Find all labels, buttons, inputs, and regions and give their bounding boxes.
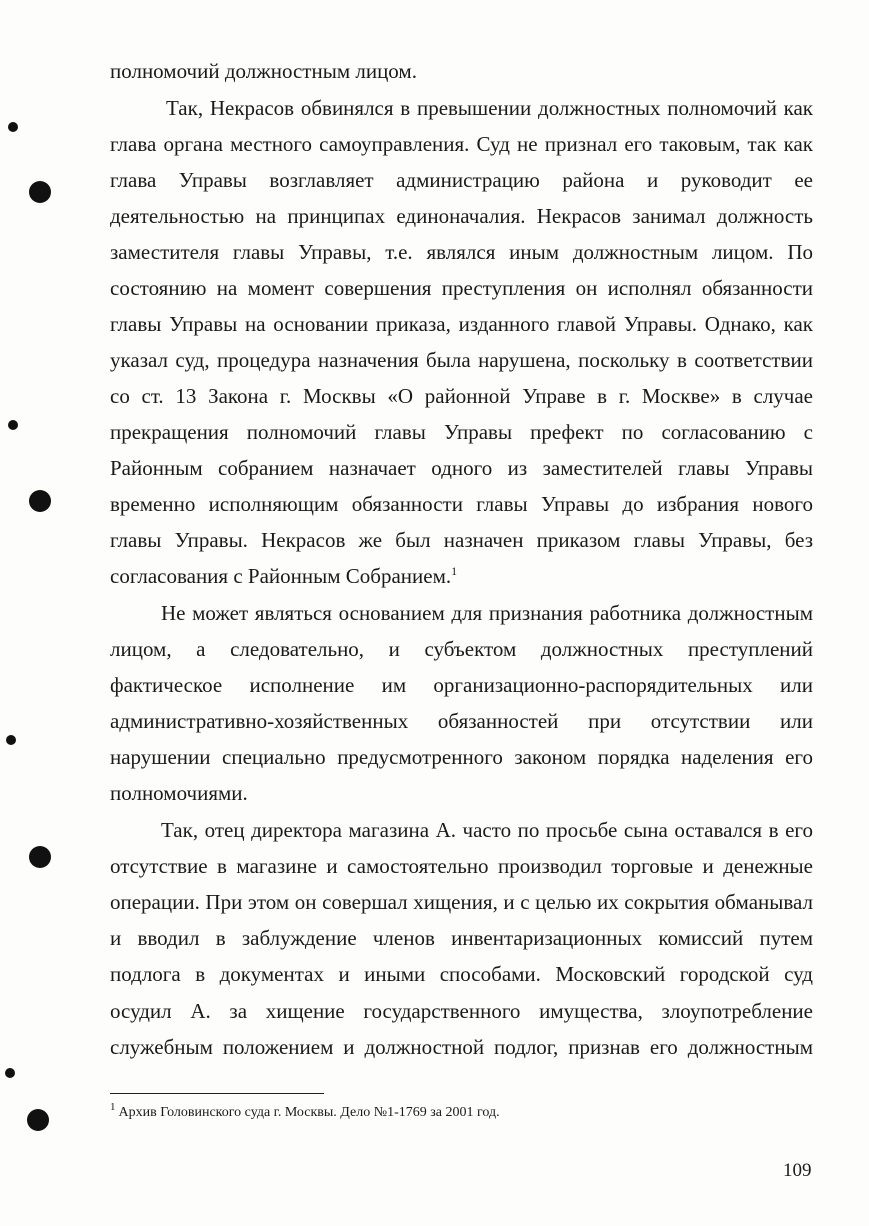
paragraph-first-line: Так, отец директора магазина А. часто по просьбе сына оставался в его xyxy=(161,818,813,842)
punch-hole xyxy=(29,181,51,203)
text-line: Районным собранием назначает одного из заместителей главы Управы xyxy=(110,456,813,480)
text-line: и вводил в заблуждение членов инвентаризационных комиссий путем xyxy=(110,926,813,950)
footnote-mark: 1 xyxy=(110,1101,116,1114)
footnote-text: Архив Головинского суда г. Москвы. Дело №1-1769 за 2001 год. xyxy=(118,1105,500,1120)
text-line: главы Управы. Некрасов же был назначен приказом главы Управы, без xyxy=(110,528,813,552)
text-line: лицом, а следовательно, и субъектом должностных преступлений xyxy=(110,637,813,661)
text-line xyxy=(110,562,813,590)
footnote-divider xyxy=(110,1093,324,1094)
text-line: главы Управы на основании приказа, изданного главой Управы. Однако, как xyxy=(110,312,813,336)
punch-hole xyxy=(8,122,18,132)
punch-hole xyxy=(5,1068,15,1078)
text-line: операции. При этом он совершал хищения, и с целью их сокрытия обманывал xyxy=(110,890,813,914)
text-line: административно-хозяйственных обязанностей при отсутствии или xyxy=(110,709,813,733)
paragraph-first-line: Не может являться основанием для признания работника должностным xyxy=(161,601,813,625)
punch-hole xyxy=(27,1109,49,1131)
footnote xyxy=(110,1103,500,1123)
text-line: глава Управы возглавляет администрацию района и руководит ее xyxy=(110,168,813,192)
text-line: подлога в документах и иными способами. Московский городской суд xyxy=(110,962,813,986)
text-line: служебным положением и должностной подлог, признав его должностным xyxy=(110,1035,813,1059)
text-line: заместителя главы Управы, т.е. являлся иным должностным лицом. По xyxy=(110,240,813,264)
punch-hole xyxy=(6,735,16,745)
text-line: глава органа местного самоуправления. Суд не признал его таковым, так как xyxy=(110,132,813,156)
text-line: осудил А. за хищение государственного имущества, злоупотребление xyxy=(110,999,813,1023)
text-line: деятельностью на принципах единоначалия. Некрасов занимал должность xyxy=(110,204,813,228)
text-line: указал суд, процедура назначения была нарушена, поскольку в соответствии xyxy=(110,348,813,372)
text-line: со ст. 13 Закона г. Москвы «О районной Управе в г. Москве» в случае xyxy=(110,384,813,408)
text-line: нарушении специально предусмотренного законом порядка наделения его xyxy=(110,745,813,769)
text-line: полномочий должностным лицом. xyxy=(110,59,417,83)
paragraph-first-line: Так, Некрасов обвинялся в превышении должностных полномочий как xyxy=(166,96,813,120)
punch-hole xyxy=(29,490,51,512)
footnote-reference: 1 xyxy=(451,564,458,578)
punch-hole xyxy=(8,420,18,430)
text-line: временно исполняющим обязанности главы Управы до избрания нового xyxy=(110,492,813,516)
text-line-content: согласования с Районным Собранием. xyxy=(110,564,452,588)
text-line: фактическое исполнение им организационно-распорядительных или xyxy=(110,673,813,697)
text-line: прекращения полномочий главы Управы префект по согласованию с xyxy=(110,420,813,444)
punch-hole xyxy=(29,846,51,868)
page-number: 109 xyxy=(783,1160,812,1181)
text-line: полномочиями. xyxy=(110,781,248,805)
text-line: отсутствие в магазине и самостоятельно производил торговые и денежные xyxy=(110,854,813,878)
text-line: состоянию на момент совершения преступления он исполнял обязанности xyxy=(110,276,813,300)
